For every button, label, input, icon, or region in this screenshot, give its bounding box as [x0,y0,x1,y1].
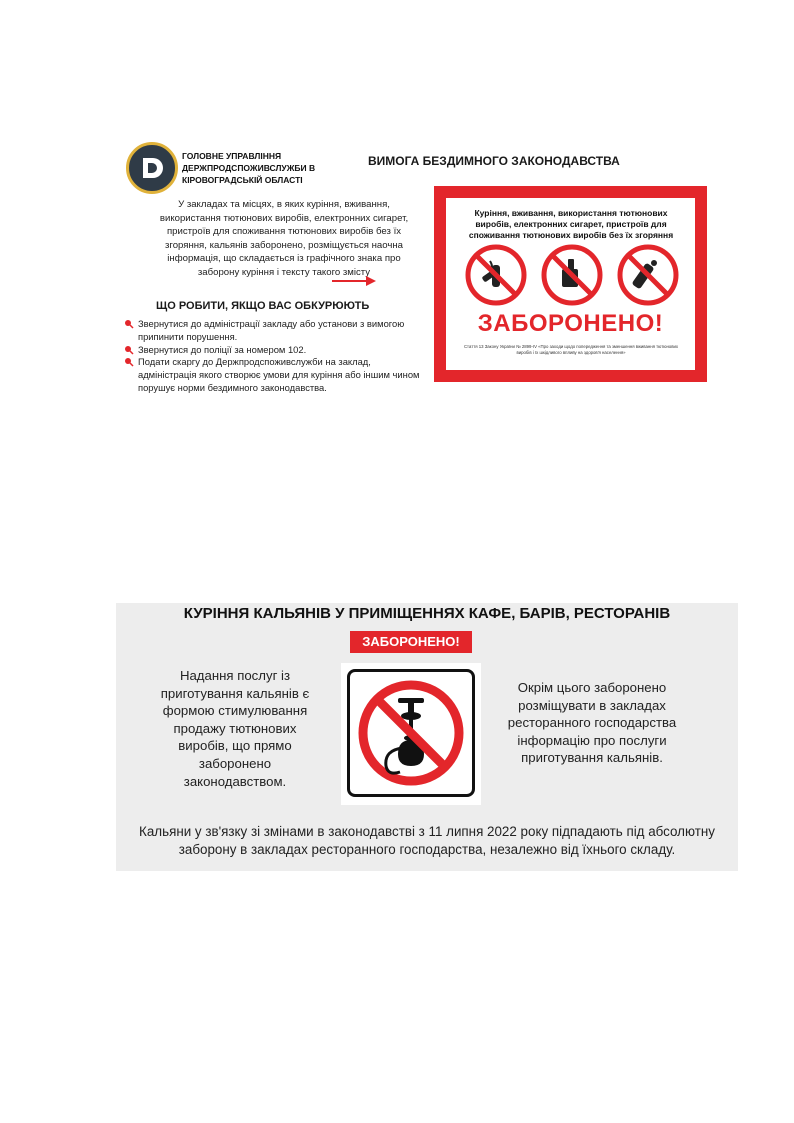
sign-text: Куріння, вживання, використання тютюнових виробів, електронних сигарет, пристроїв для споживання тютюнових виробів без їх згоряння [468,208,674,240]
steps-list [122,318,427,395]
footnote: Кальяни у зв'язку зі змінами в законодавстві з 11 липня 2022 року підпадають під абсолютну заборону в закладах ресторанного господарства, незалежно від їхнього складу. [139,824,715,857]
pin-icon [124,319,134,329]
top-infographic [116,128,726,412]
right-text: Окрім цього заборонено розміщувати в закладах ресторанного господарства інформацію про послуги приготування кальянів. [507,680,677,766]
no-smoking-sign [434,186,707,382]
step-text: Подати скаргу до Держпродспоживслужби на заклад, адміністрація якого створює умови для куріння або іншим чином порушує норми бездимного законодавства. [138,356,420,393]
left-text: Надання послуг із приготування кальянів є формою стимулювання продажу тютюнових виробів, що прямо заборонено законодавством. [160,668,310,789]
list-item [122,318,427,344]
list-item [122,344,427,357]
arrow-right-icon [332,276,376,286]
no-hookah-icon [354,676,468,790]
law-reference: Стаття 13 Закону України № 2899-IV «Про заходи щодо попередження та зменшення вживання тютюнових виробів і їх шкідливого впливу на здоров'я населення» [463,344,679,355]
page-title: ВИМОГА БЕЗДИМНОГО ЗАКОНОДАВСТВА [368,154,620,168]
no-cigarette-icon [464,243,528,307]
hookah-sign [341,663,481,805]
no-iqos-icon [540,243,604,307]
section-heading: ЩО РОБИТИ, ЯКЩО ВАС ОБКУРЮЮТЬ [156,300,370,312]
no-vape-icon [616,243,680,307]
section-title: КУРІННЯ КАЛЬЯНІВ У ПРИМІЩЕННЯХ КАФЕ, БАРІВ, РЕСТОРАНІВ [183,605,671,622]
agency-logo-icon [126,142,178,194]
pin-icon [124,345,134,355]
list-item [122,356,427,394]
step-text: Звернутися до адміністрації закладу або установи з вимогою припинити порушення. [138,318,405,342]
pin-icon [124,357,134,367]
forbidden-label: ЗАБОРОНЕНО! [477,310,664,337]
org-name: ГОЛОВНЕ УПРАВЛІННЯ ДЕРЖПРОДСПОЖИВСЛУЖБИ В КІРОВОГРАДСЬКІЙ ОБЛАСТІ [182,151,316,185]
forbidden-badge: ЗАБОРОНЕНО! [350,631,472,653]
bottom-infographic [116,603,738,871]
intro-text: У закладах та місцях, в яких куріння, вживання, використання тютюнових виробів, електронних сигарет, пристроїв для споживання тютюнових виробів без їх згоряння, кальянів заборонено, розміщується наочна інформація, що складається із графічного знака про заборону куріння і тексту такого змісту [159,199,409,278]
step-text: Звернутися до поліції за номером 102. [138,343,307,355]
